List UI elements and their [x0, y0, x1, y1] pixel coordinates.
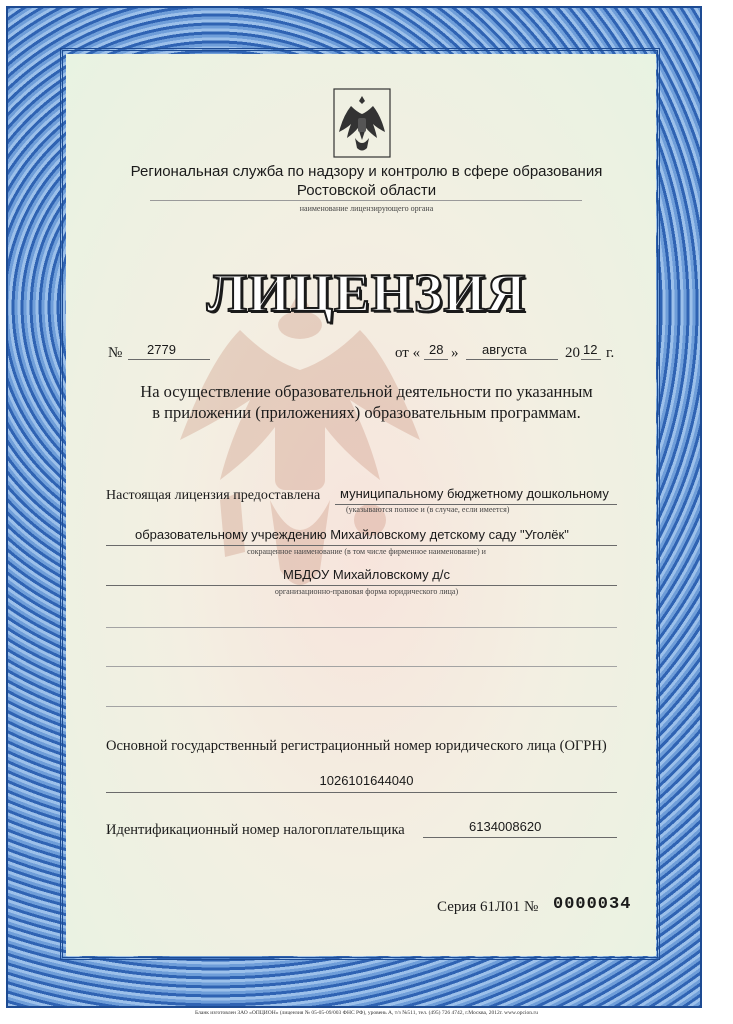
licensee-caption3: организационно-правовая форма юридического лица): [274, 587, 459, 596]
authority-underline: [150, 200, 582, 201]
coat-of-arms-icon: [333, 88, 391, 158]
date-year-end: г.: [606, 345, 615, 361]
date-year-prefix: 20: [565, 345, 580, 361]
licensee-value-line3: МБДОУ Михайловскому д/с: [283, 567, 450, 582]
number-label: №: [108, 345, 123, 361]
date-from-label: от «: [395, 345, 421, 361]
number-underline: [128, 359, 210, 360]
printer-footer: Бланк изготовлен ЗАО «ОПЦИОН» (лицензия № 05-05-09/003 ФНС РФ), уровень А, т/з №511, тел. (495) 726 4742, г.Москва, 2012г. www.opcion.ru: [195, 1010, 538, 1016]
blank-line-2: [106, 666, 617, 667]
licensee-value-line1: муниципальному бюджетному дошкольному: [340, 486, 609, 501]
authority-caption: наименование лицензирующего органа: [299, 204, 434, 213]
licensee-label: Настоящая лицензия предоставлена: [106, 488, 321, 503]
ogrn-value: 1026101644040: [319, 773, 414, 788]
authority-name-line1: Региональная служба по надзору и контролю в сфере образования: [130, 163, 603, 180]
authority-name-line2: Ростовской области: [296, 182, 437, 199]
month-underline: [466, 359, 558, 360]
inn-label: Идентификационный номер налогоплательщика: [106, 822, 405, 838]
inn-underline: [423, 837, 617, 838]
purpose-line1: На осуществление образовательной деятельности по указанным: [140, 382, 593, 401]
licensee-caption2: сокращенное наименование (в том числе фирменное наименование) и: [247, 547, 486, 556]
license-number: 2779: [147, 342, 176, 357]
day-underline: [424, 359, 448, 360]
date-quote-close: »: [451, 345, 459, 361]
licensee-value-line2: образовательному учреждению Михайловскому детскому саду "Уголёк": [135, 527, 569, 542]
blank-line-1: [106, 627, 617, 628]
ogrn-label: Основной государственный регистрационный номер юридического лица (ОГРН): [106, 738, 607, 754]
series-label: Серия 61Л01 №: [437, 899, 539, 915]
series-number: 0000034: [553, 895, 632, 914]
document-title: ЛИЦЕНЗИЯ: [206, 263, 527, 323]
inn-value: 6134008620: [469, 819, 542, 834]
licensee-underline3: [106, 585, 617, 586]
date-year-suffix: 12: [583, 342, 598, 357]
purpose-line2: в приложении (приложениях) образовательным программам.: [152, 403, 581, 422]
licensee-underline2: [106, 545, 617, 546]
ogrn-underline: [106, 792, 617, 793]
licensee-caption1: (указываются полное и (в случае, если имеется): [346, 505, 510, 514]
blank-line-3: [106, 706, 617, 707]
date-day: 28: [429, 342, 444, 357]
year-underline: [581, 359, 601, 360]
date-month: августа: [482, 342, 527, 357]
